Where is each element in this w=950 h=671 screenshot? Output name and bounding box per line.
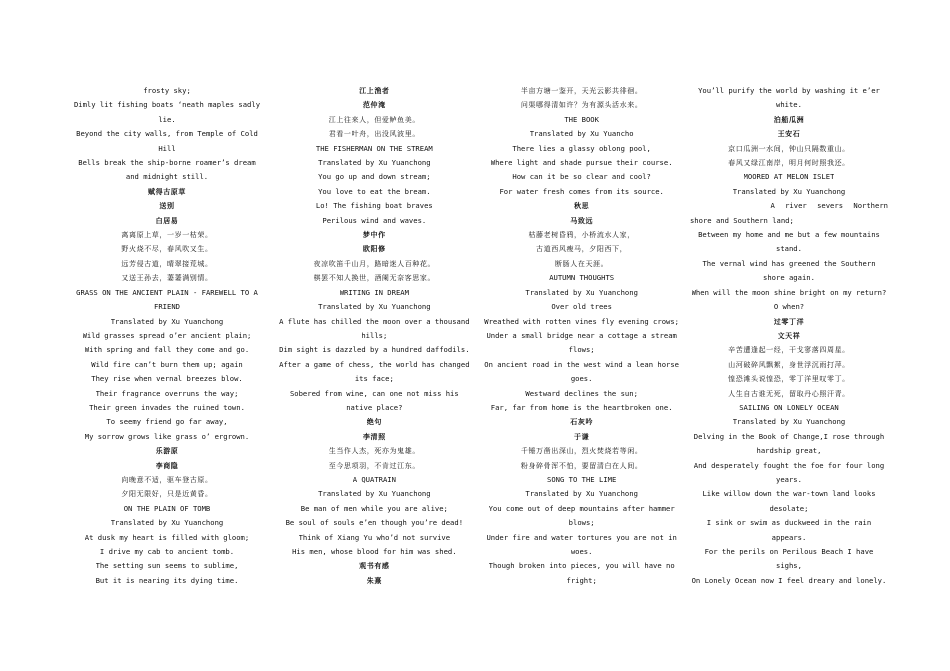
chinese-verse-line: 生当作人杰，死亦为鬼雄。	[328, 447, 420, 456]
poem-heading: 石灰吟	[570, 418, 594, 427]
english-verse-line: shore and Southern land;	[689, 215, 794, 225]
chinese-verse-line: 千锤万凿出深山，烈火焚烧若等闲。	[520, 447, 643, 456]
chinese-verse-line: 至今思项羽，不肯过江东。	[328, 461, 420, 470]
poem-heading: 李清照	[362, 432, 386, 441]
english-verse-line: stand.	[776, 244, 802, 254]
english-verse-line: You’ll purify the world by washing it e’er	[698, 86, 880, 95]
chinese-verse-line: 山河破碎风飘絮，身世浮沉雨打萍。	[728, 360, 850, 369]
english-verse-line: Their fragrance overruns the way;	[95, 388, 239, 398]
column-2	[275, 84, 473, 588]
english-verse-line: Wild fire can’t burn them up; again	[91, 359, 243, 369]
poem-heading: 观书有感	[359, 562, 390, 571]
english-verse-line: There lies a glassy oblong pool,	[512, 143, 651, 153]
poem-heading: 送别	[159, 202, 175, 211]
poem-heading: 梦中作	[362, 231, 386, 240]
english-verse-line: To seemy friend go far away,	[106, 417, 228, 427]
english-verse-line: On ancient road in the west wind a lean horse	[484, 359, 680, 369]
column-1	[68, 84, 266, 588]
english-verse-line: How can it be so clear and cool?	[512, 172, 651, 182]
english-title: AUTUMN THOUGHTS	[549, 273, 615, 283]
chinese-verse-line: 人生自古谁无死，留取丹心照汗青。	[728, 389, 850, 398]
chinese-verse-line: 离离原上草，一岁一枯荣。	[121, 231, 213, 240]
chinese-verse-line: 棋罢不知人换世，酒阑无奈客思家。	[313, 274, 436, 283]
english-verse-line: At dusk my heart is filled with gloom;	[84, 532, 250, 542]
translator-credit: Translated by Xu Yuanchong	[110, 518, 224, 528]
chinese-verse-line: 半亩方塘一鉴开，天光云影共徘徊。	[520, 87, 643, 95]
english-verse-line: Think of Xiang Yu who’d not survive	[298, 532, 451, 542]
english-verse-line: Their green invades the ruined town.	[89, 402, 245, 412]
english-verse-line: woes.	[570, 547, 593, 556]
english-verse-line: shore again.	[763, 273, 815, 283]
poem-heading: 王安石	[777, 130, 801, 139]
english-title: THE BOOK	[564, 114, 599, 124]
english-verse-line: Where light and shade pursue their course.	[490, 158, 673, 168]
translator-credit: Translated by Xu Yuanchong	[525, 489, 638, 499]
english-verse-line: frosty sky;	[143, 86, 191, 95]
english-verse-line: blows;	[568, 518, 595, 528]
chinese-verse-line: 古道西风瘦马，夕阳西下，	[536, 245, 628, 254]
english-verse-line: On Lonely Ocean now I feel dreary and lonely.	[691, 575, 887, 585]
english-verse-line: goes.	[570, 374, 593, 384]
chinese-verse-line: 京口瓜洲一水间，钟山只隔数重山。	[728, 144, 850, 153]
english-verse-line: And desperately fought the foe for four long	[693, 460, 885, 470]
english-verse-line: The vernal wind has greened the Southern	[702, 258, 876, 268]
english-verse-line: You come out of deep mountains after hammer	[488, 503, 675, 513]
english-verse-line: Over old trees	[551, 302, 612, 312]
english-title: SAILING ON LONELY OCEAN	[739, 402, 839, 412]
english-verse-line: But it is nearing its dying time.	[95, 575, 239, 585]
poem-heading: 泊船瓜洲	[773, 115, 805, 124]
chinese-verse-line: 向晚意不适，驱车登古原。	[121, 475, 213, 484]
english-title: GRASS ON THE ANCIENT PLAIN - FAREWELL TO A	[76, 287, 258, 297]
english-title: WRITING IN DREAM	[339, 287, 409, 297]
english-verse-line: hills;	[361, 330, 388, 340]
english-verse-line: A flute has chilled the moon over a thousand	[279, 316, 470, 326]
english-verse-line: For the perils on Perilous Beach I have	[704, 547, 874, 556]
english-verse-line: His men, whose blood for him was shed.	[292, 547, 457, 556]
chinese-verse-line: 惶恐滩头说惶恐，零丁洋里叹零丁。	[728, 375, 850, 384]
english-verse-line: Like willow down the war-town land looks	[702, 489, 876, 499]
english-verse-line: Far, far from home is the heartbroken one.	[490, 402, 673, 412]
english-verse-line: Lo! The fishing boat braves	[315, 201, 433, 211]
english-verse-line: white.	[776, 100, 802, 110]
english-verse-line: Between my home and me but a few mountains	[698, 230, 880, 240]
english-verse-line: sighs,	[776, 561, 802, 571]
english-verse-line: Bells break the ship-borne roamer’s dream	[78, 158, 256, 168]
english-title: MOORED AT MELON ISLET	[743, 172, 835, 182]
english-verse-line: My sorrow grows like grass o’ ergrown.	[84, 431, 250, 441]
poem-heading: 文天祥	[777, 331, 801, 340]
chinese-verse-line: 君看一叶舟，出没风波里。	[328, 130, 420, 139]
translator-credit: Translated by Xu Yuanchong	[732, 417, 846, 427]
chinese-verse-line: 夕阳无限好，只是近黄昏。	[121, 490, 213, 499]
english-verse-line: desolate;	[769, 503, 809, 513]
chinese-verse-line: 野火烧不尽，春风吹又生。	[121, 245, 213, 254]
poem-columns	[0, 84, 950, 588]
poem-heading: 白居易	[155, 216, 179, 225]
english-verse-line: The setting sun seems to sublime,	[95, 561, 239, 571]
poem-heading: 李商隐	[155, 461, 179, 470]
english-verse-line: its face;	[354, 374, 394, 384]
chinese-verse-line: 断肠人在天涯。	[555, 259, 609, 268]
english-title: A QUATRAIN	[352, 474, 396, 484]
english-verse-line: years.	[776, 474, 802, 484]
translator-credit: Translated by Xu Yuanchong	[318, 158, 431, 168]
english-verse-line: Under a small bridge near a cottage a stream	[486, 330, 677, 340]
chinese-verse-line: 远芳侵古道，晴翠接荒城。	[121, 259, 213, 268]
translator-credit: Translated by Xu Yuanchong	[318, 489, 431, 499]
english-verse-line: and midnight still.	[125, 172, 209, 182]
poem-heading: 秋思	[574, 202, 590, 211]
chinese-verse-line: 江上往来人，但爱鲈鱼美。	[328, 115, 420, 124]
poem-heading: 马致远	[570, 216, 594, 225]
column-4	[690, 84, 888, 588]
english-verse-line: They rise when vernal breezes blow.	[91, 374, 243, 384]
chinese-verse-line: 辛苦遭逢起一经，干戈寥落四周星。	[728, 346, 850, 355]
translator-credit: Translated by Xu Yuanchong	[318, 302, 431, 312]
english-verse-line: After a game of chess, the world has changed	[279, 359, 470, 369]
translator-credit: Translated by Xu Yuancho	[529, 129, 634, 139]
poem-heading: 绝句	[366, 418, 382, 427]
english-verse-line: native place?	[346, 402, 403, 412]
column-3	[483, 84, 681, 588]
english-verse-line: Dim sight is dazzled by a hundred daffodils.	[279, 345, 470, 355]
english-verse-line: appears.	[771, 532, 807, 542]
english-verse-line: Be soul of souls e’en though you’re dead!	[285, 518, 464, 528]
english-verse-line: fright;	[566, 575, 597, 585]
english-verse-line: Under fire and water tortures you are not in	[486, 532, 677, 542]
english-verse-line: Though broken into pieces, you will have no	[488, 561, 675, 571]
chinese-verse-line: 夜凉吹笛千山月，路暗迷人百种花。	[313, 259, 436, 268]
poem-heading: 于谦	[574, 432, 590, 441]
chinese-verse-line: 又送王孙去，萋萋满别情。	[121, 274, 213, 283]
chinese-verse-line: 春风又绿江南岸，明月何时照我还。	[728, 159, 850, 168]
english-verse-line: You love to eat the bream.	[318, 186, 431, 196]
english-verse-line: Dimly lit fishing boats ‘neath maples sadly	[73, 100, 261, 110]
english-verse-line: Sobered from wine, can one not miss his	[289, 388, 459, 398]
english-verse-line: lie.	[158, 114, 176, 124]
english-verse-line: I sink or swim as duckweed in the rain	[706, 518, 872, 528]
english-verse-line: Delving in the Book of Change,I rose through	[693, 431, 885, 441]
english-verse-line: When will the moon shine bright on my return?	[691, 287, 887, 297]
english-verse-line: hardship great,	[756, 446, 822, 456]
english-title: SONG TO THE LIME	[547, 474, 617, 484]
english-title: ON THE PLAIN OF TOMB	[123, 503, 211, 513]
poem-heading: 江上渔者	[359, 87, 390, 95]
english-verse-line: Perilous wind and waves.	[322, 215, 427, 225]
poem-heading: 赋得古原草	[148, 187, 186, 196]
poem-heading: 乐游原	[155, 447, 179, 456]
english-verse-line: Wild grasses spread o’er ancient plain;	[82, 330, 252, 340]
english-verse-line: Be man of men while you are alive;	[300, 503, 448, 513]
translator-credit: Translated by Xu Yuanchong	[110, 316, 224, 326]
english-verse-line: Beyond the city walls, from Temple of Cold	[76, 129, 258, 139]
english-verse-line: I drive my cab to ancient tomb.	[99, 547, 235, 556]
english-verse-line: For water fresh comes from its source.	[499, 186, 664, 196]
poem-heading: 欧阳修	[362, 245, 386, 254]
english-verse-line: O when?	[773, 302, 805, 312]
english-verse-line: flows;	[568, 345, 595, 355]
english-verse-line: Hill	[158, 143, 176, 153]
english-title: THE FISHERMAN ON THE STREAM	[315, 143, 433, 153]
chinese-verse-line: 粉身碎骨浑不怕，要留清白在人间。	[520, 461, 643, 470]
english-verse-line: Westward declines the sun;	[525, 388, 638, 398]
chinese-verse-line: 枯藤老树昏鸦，小桥流水人家，	[528, 231, 635, 240]
english-title: FRIEND	[154, 302, 180, 312]
poem-heading: 朱熹	[366, 576, 382, 585]
english-verse-line: A river severs Northern	[770, 201, 888, 211]
english-verse-line: Wreathed with rotten vines fly evening crows;	[484, 316, 680, 326]
english-verse-line: With spring and fall they come and go.	[84, 345, 250, 355]
translator-credit: Translated by Xu Yuanchong	[525, 287, 638, 297]
poem-heading: 过零丁洋	[773, 317, 805, 326]
english-verse-line: You go up and down stream;	[318, 172, 431, 182]
poem-heading: 范仲淹	[362, 101, 386, 110]
translator-credit: Translated by Xu Yuanchong	[732, 186, 846, 196]
chinese-verse-line: 问渠哪得清如许？为有源头活水来。	[520, 101, 643, 110]
